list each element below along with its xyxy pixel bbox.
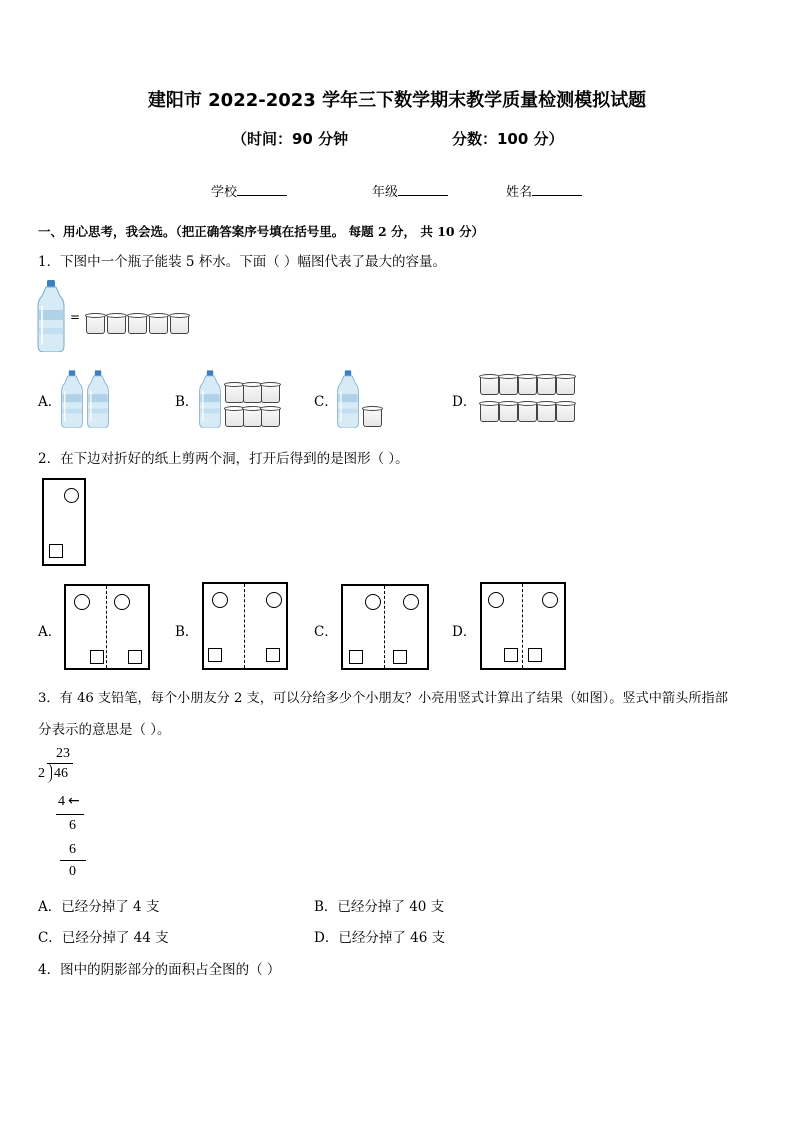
circle-hole xyxy=(266,592,282,608)
circle-hole xyxy=(114,594,130,610)
fold-line xyxy=(384,586,385,668)
bottle-icon xyxy=(60,370,84,428)
cup-icon xyxy=(243,409,262,427)
page-title: 建阳市 2022-2023 学年三下数学期末教学质量检测模拟试题 xyxy=(147,90,647,111)
q2-option-a-figure xyxy=(64,584,150,670)
circle-hole xyxy=(542,592,558,608)
remainder-1: 6 xyxy=(69,818,76,833)
bottle-icon xyxy=(86,370,110,428)
division-line xyxy=(60,860,86,861)
question-2: 2．在下边对折好的纸上剪两个洞，打开后得到的是图形（ ）。 xyxy=(38,451,409,467)
equals-sign: = xyxy=(70,310,81,324)
q2-option-c-figure xyxy=(341,584,429,670)
q1-option-d-label[interactable]: D． xyxy=(452,394,477,410)
cup-icon xyxy=(537,404,556,422)
section-heading: 一、用心思考，我会选。（把正确答案序号填在括号里。 每题 2 分， 共 10 分） xyxy=(38,224,484,239)
cup-icon xyxy=(480,404,499,422)
step1-product: 4 xyxy=(58,794,65,809)
cup-icon xyxy=(128,316,147,334)
exam-time: （时间：90 分钟 xyxy=(232,130,349,148)
cup-icon xyxy=(107,316,126,334)
q1-option-c-label[interactable]: C． xyxy=(314,394,338,410)
square-hole xyxy=(49,544,63,558)
cup-icon xyxy=(556,377,575,395)
q1-option-c-figure xyxy=(336,368,396,430)
step2-product: 6 xyxy=(69,842,76,857)
cup-icon xyxy=(480,377,499,395)
division-line xyxy=(56,814,84,815)
q3-option-d[interactable]: D．已经分掉了 46 支 xyxy=(314,930,446,946)
division-bracket xyxy=(46,763,52,783)
question-4: 4．图中的阴影部分的面积占全图的（ ） xyxy=(38,962,281,978)
name-blank[interactable] xyxy=(532,183,582,196)
square-hole xyxy=(393,650,407,664)
dividend: 46 xyxy=(54,766,68,781)
square-hole xyxy=(266,648,280,662)
long-division xyxy=(36,746,116,886)
remainder-2: 0 xyxy=(69,864,76,879)
square-hole xyxy=(528,648,542,662)
cup-icon xyxy=(170,316,189,334)
cup-icon xyxy=(499,377,518,395)
square-hole xyxy=(128,650,142,664)
q2-option-d-figure xyxy=(480,582,566,670)
q1-option-b-figure xyxy=(198,368,288,430)
grade-label: 年级 xyxy=(372,185,399,200)
cup-icon xyxy=(363,409,382,427)
exam-score: 分数：100 分） xyxy=(452,130,564,148)
cup-icon xyxy=(149,316,168,334)
school-field xyxy=(211,181,287,200)
q1-option-b-label[interactable]: B． xyxy=(175,394,199,410)
square-hole xyxy=(504,648,518,662)
cup-icon xyxy=(537,377,556,395)
q2-option-c-label[interactable]: C． xyxy=(314,624,338,640)
cup-icon xyxy=(261,385,280,403)
q1-reference-figure xyxy=(36,280,196,354)
bottle-icon xyxy=(198,370,222,428)
cup-icon xyxy=(86,316,105,334)
cup-icon xyxy=(556,404,575,422)
grade-blank[interactable] xyxy=(398,183,448,196)
square-hole xyxy=(349,650,363,664)
circle-hole xyxy=(403,594,419,610)
circle-hole xyxy=(74,594,90,610)
q2-option-d-label[interactable]: D． xyxy=(452,624,477,640)
circle-hole xyxy=(488,592,504,608)
cup-icon xyxy=(225,385,244,403)
q1-option-a-figure xyxy=(60,370,120,430)
name-label: 姓名 xyxy=(506,185,533,200)
school-blank[interactable] xyxy=(237,183,287,196)
fold-line xyxy=(522,584,523,668)
cup-icon xyxy=(499,404,518,422)
cup-icon xyxy=(225,409,244,427)
bottle-icon xyxy=(336,370,360,428)
q3-option-a[interactable]: A．已经分掉了 4 支 xyxy=(38,899,160,915)
q1-option-d-figure xyxy=(478,372,578,428)
cup-icon xyxy=(243,385,262,403)
cup-icon xyxy=(261,409,280,427)
bottle-icon xyxy=(36,280,66,352)
q2-option-b-label[interactable]: B． xyxy=(175,624,199,640)
q3-option-c[interactable]: C．已经分掉了 44 支 xyxy=(38,930,169,946)
arrow-icon: ← xyxy=(68,793,80,809)
q3-option-b[interactable]: B．已经分掉了 40 支 xyxy=(314,899,445,915)
circle-hole xyxy=(365,594,381,610)
divisor: 2 xyxy=(38,766,45,781)
folded-paper-figure xyxy=(42,478,86,566)
cup-icon xyxy=(518,377,537,395)
circle-hole xyxy=(212,592,228,608)
fold-line xyxy=(106,586,107,668)
question-1: 1．下图中一个瓶子能装 5 杯水。下面（ ）幅图代表了最大的容量。 xyxy=(38,254,447,270)
circle-hole xyxy=(64,488,79,503)
square-hole xyxy=(208,648,222,662)
name-field xyxy=(506,181,582,200)
q2-option-a-label[interactable]: A． xyxy=(38,624,62,640)
question-3-line1: 3．有 46 支铅笔，每个小朋友分 2 支，可以分给多少个小朋友？小亮用竖式计算出了结果（如图）。竖式中箭头所指部 xyxy=(38,691,728,706)
school-label: 学校 xyxy=(211,185,238,200)
q2-option-b-figure xyxy=(202,582,288,670)
q1-option-a-label[interactable]: A． xyxy=(38,394,62,410)
cup-icon xyxy=(518,404,537,422)
grade-field xyxy=(372,181,448,200)
square-hole xyxy=(90,650,104,664)
quotient: 23 xyxy=(56,746,70,761)
fold-line xyxy=(244,584,245,668)
question-3-line2: 分表示的意思是（ ）。 xyxy=(38,722,171,738)
